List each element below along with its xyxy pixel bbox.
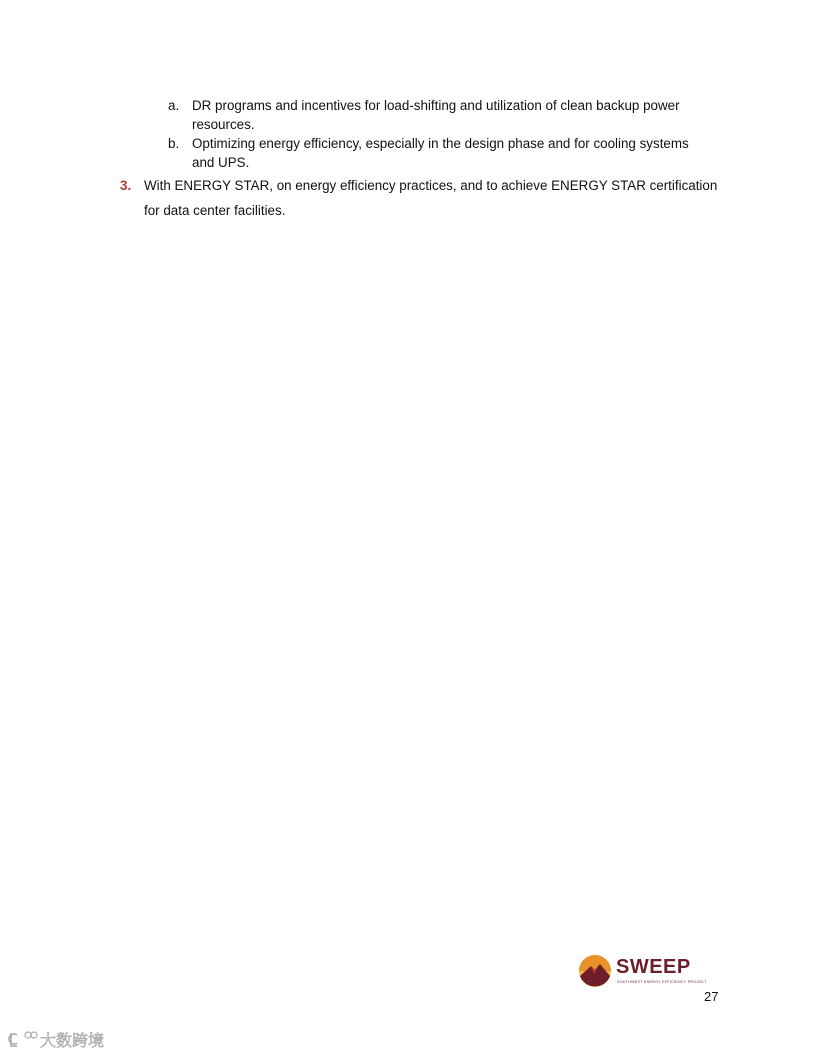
list-number: 3.	[120, 178, 132, 193]
list-item-text: DR programs and incentives for load-shifting and utilization of clean backup power resources.	[192, 98, 680, 132]
list-marker: b.	[168, 136, 180, 151]
list-item-b	[168, 134, 708, 172]
logo-tagline: SOUTHWEST ENERGY EFFICIENCY PROJECT	[617, 980, 707, 984]
list-item-3	[120, 173, 720, 223]
logo-wordmark: SWEEP	[616, 956, 691, 978]
watermark	[8, 1029, 112, 1056]
page-number: 27	[704, 989, 719, 1004]
sun-mountain-icon	[578, 954, 612, 988]
list-item-a	[168, 96, 708, 134]
list-item-text: Optimizing energy efficiency, especially in the design phase and for cooling systems and UPS.	[192, 136, 689, 170]
list-marker: a.	[168, 98, 180, 113]
list-item-text: With ENERGY STAR, on energy efficiency practices, and to achieve ENERGY STAR certification for data center facilities.	[144, 178, 718, 218]
watermark-logo-icon	[8, 1029, 112, 1051]
watermark-text: 大数跨境	[40, 1031, 105, 1050]
sweep-logo	[578, 954, 707, 990]
